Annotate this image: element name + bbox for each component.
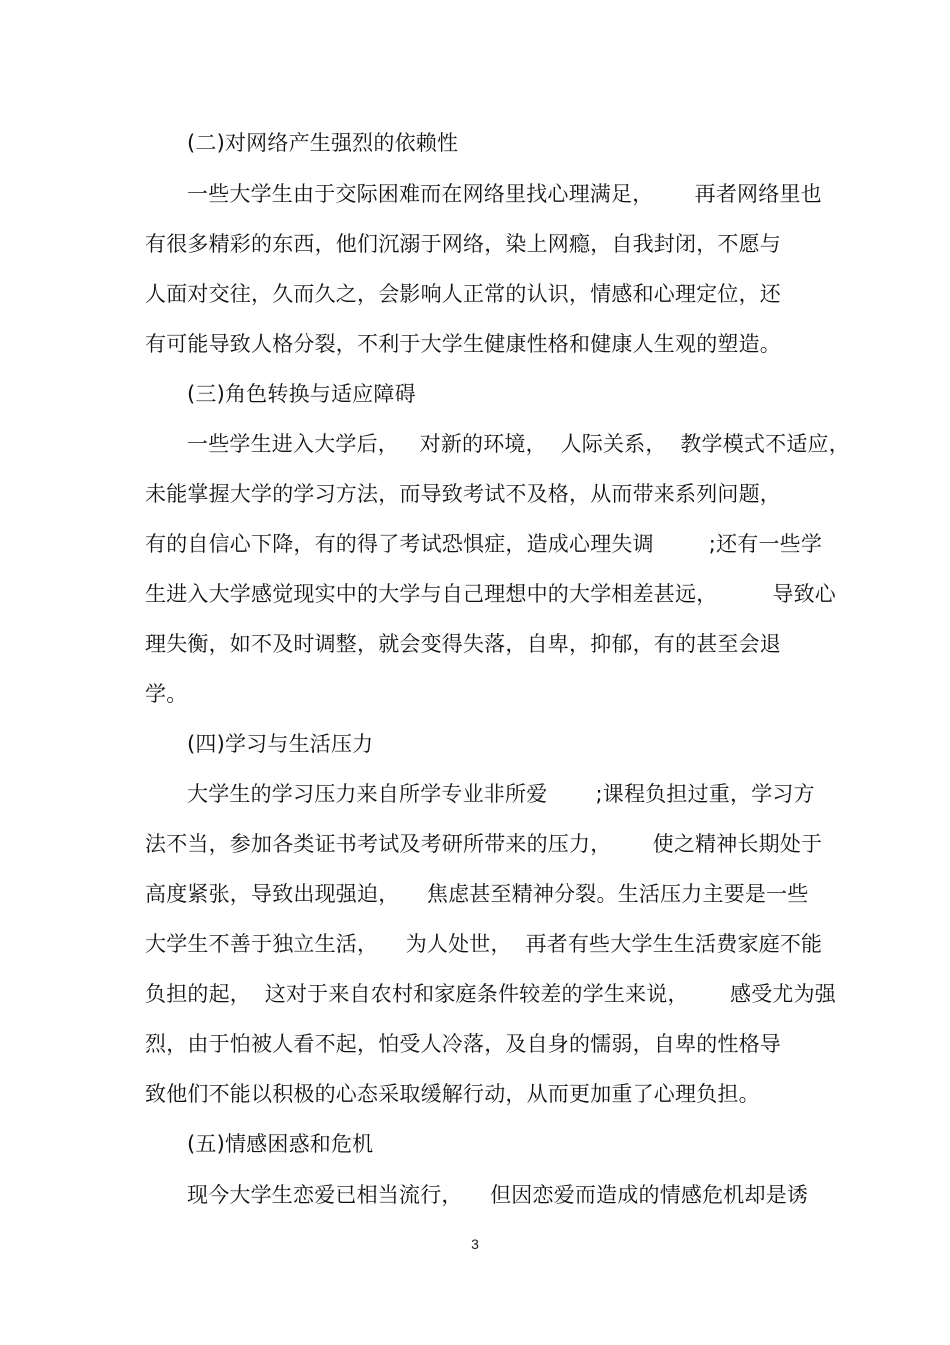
- paragraph-line: 学。: [145, 682, 188, 706]
- paragraph-line: 理失衡，如不及时调整，就会变得失落，自卑，抑郁，有的甚至会退: [145, 632, 781, 656]
- paragraph-line: 致他们不能以积极的心态采取缓解行动，从而更加重了心理负担。: [145, 1082, 760, 1106]
- paragraph-line: 一些学生进入大学后， 对新的环境， 人际关系， 教学模式不适应，: [187, 432, 850, 456]
- paragraph-line: 法不当，参加各类证书考试及考研所带来的压力， 使之精神长期处于: [145, 832, 823, 856]
- paragraph-line: 有很多精彩的东西，他们沉溺于网络，染上网瘾，自我封闭，不愿与: [145, 232, 781, 256]
- heading-section-3: (三)角色转换与适应障碍: [187, 382, 416, 406]
- paragraph-line: 有的自信心下降，有的得了考试恐惧症，造成心理失调 ;还有一些学: [145, 532, 823, 556]
- paragraph-line: 负担的起， 这对于来自农村和家庭条件较差的学生来说， 感受尤为强: [145, 982, 836, 1006]
- page-number: 3: [471, 1236, 479, 1252]
- paragraph-line: 大学生的学习压力来自所学专业非所爱 ;课程负担过重，学习方: [187, 782, 815, 806]
- paragraph-line: 一些大学生由于交际困难而在网络里找心理满足， 再者网络里也: [187, 182, 822, 206]
- paragraph-line: 现今大学生恋爱已相当流行， 但因恋爱而造成的情感危机却是诱: [187, 1183, 809, 1207]
- paragraph-line: 生进入大学感觉现实中的大学与自己理想中的大学相差甚远， 导致心: [145, 582, 836, 606]
- paragraph-line: 烈，由于怕被人看不起，怕受人冷落，及自身的懦弱，自卑的性格导: [145, 1032, 781, 1056]
- heading-section-5: (五)情感困惑和危机: [187, 1132, 374, 1156]
- heading-section-2: (二)对网络产生强烈的依赖性: [187, 131, 459, 155]
- paragraph-line: 人面对交往，久而久之，会影响人正常的认识，情感和心理定位，还: [145, 282, 781, 306]
- paragraph-line: 有可能导致人格分裂，不利于大学生健康性格和健康人生观的塑造。: [145, 332, 781, 356]
- paragraph-line: 高度紧张，导致出现强迫， 焦虑甚至精神分裂。生活压力主要是一些: [145, 882, 809, 906]
- paragraph-line: 未能掌握大学的学习方法，而导致考试不及格，从而带来系列问题，: [145, 482, 781, 506]
- heading-section-4: (四)学习与生活压力: [187, 732, 374, 756]
- paragraph-line: 大学生不善于独立生活， 为人处世， 再者有些大学生生活费家庭不能: [145, 932, 823, 956]
